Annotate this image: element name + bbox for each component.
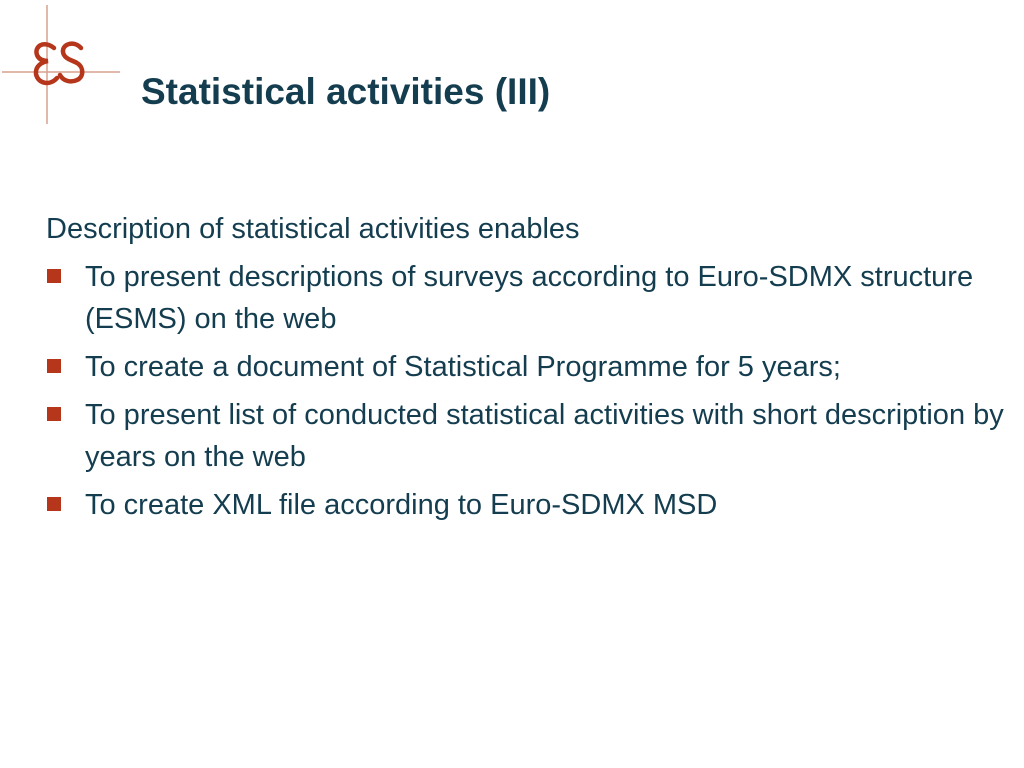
- intro-text: Description of statistical activities enables: [46, 213, 580, 245]
- square-bullet-icon: [47, 359, 61, 373]
- square-bullet-icon: [47, 497, 61, 511]
- slide-body: [46, 208, 1006, 526]
- bullet-list: [46, 256, 1006, 526]
- bullet-text: To present list of conducted statistical activities with short description by years on the web: [85, 399, 1004, 473]
- slide-title: Statistical activities (III): [141, 71, 551, 112]
- square-bullet-icon: [47, 407, 61, 421]
- bullet-item: [46, 256, 1006, 340]
- bullet-item: [46, 394, 1006, 478]
- square-bullet-icon: [47, 269, 61, 283]
- bullet-item: [46, 346, 1006, 388]
- bullet-text: To create XML file according to Euro-SDMX MSD: [85, 489, 718, 521]
- bullet-item: [46, 484, 1006, 526]
- es-crosshair-logo: [0, 0, 130, 130]
- bullet-text: To create a document of Statistical Programme for 5 years;: [85, 351, 841, 383]
- bullet-text: To present descriptions of surveys according to Euro-SDMX structure (ESMS) on the web: [85, 261, 974, 335]
